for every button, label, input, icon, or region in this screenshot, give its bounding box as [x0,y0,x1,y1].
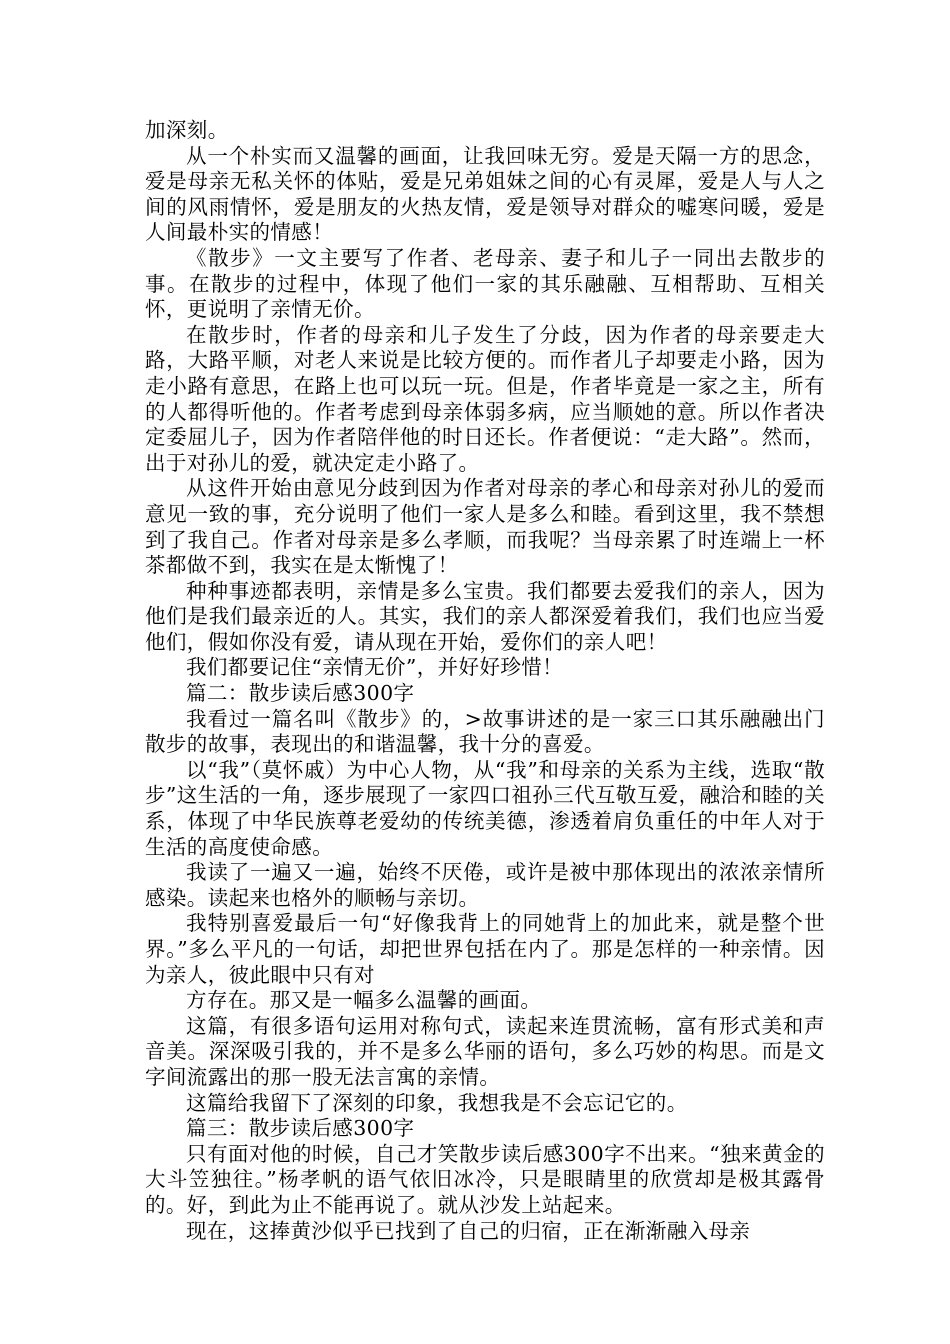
paragraph: 在散步时，作者的母亲和儿子发生了分歧，因为作者的母亲要走大路，大路平顺，对老人来说是比较方便的。而作者儿子却要走小路，因为走小路有意思，在路上也可以玩一玩。但是，作者毕竟是一家之主，所有的人都得听他的。作者考虑到母亲体弱多病，应当顺她的意。所以作者决定委屈儿子，因为作者陪伴他的时日还长。作者便说：“走大路”。然而，出于对孙儿的爱，就决定走小路了。 [145,322,825,475]
section-heading: 篇三：散步读后感300字 [186,1116,415,1141]
paragraph: 以“我”（莫怀戚）为中心人物，从“我”和母亲的关系为主线，选取“散步”这生活的一角，逐步展现了一家四口祖孙三代互敬互爱，融洽和睦的关系，体现了中华民族尊老爱幼的传统美德，渗透着肩负重任的中年人对于生活的高度使命感。 [145,757,825,859]
paragraph: 这篇给我留下了深刻的印象，我想我是不会忘记它的。 [186,1090,688,1115]
paragraph: 从一个朴实而又温馨的画面，让我回味无穷。爱是天隔一方的思念，爱是母亲无私关怀的体贴，爱是兄弟姐妹之间的心有灵犀，爱是人与人之间的风雨情怀，爱是朋友的火热友情，爱是领导对群众的嘘寒问暖，爱是人间最朴实的情感！ [145,143,825,245]
paragraph: 从这件开始由意见分歧到因为作者对母亲的孝心和母亲对孙儿的爱而意见一致的事，充分说明了他们一家人是多么和睦。看到这里，我不禁想到了我自己。作者对母亲是多么孝顺，而我呢？当母亲累了时连端上一杯茶都做不到，我实在是太惭愧了！ [145,476,825,578]
paragraph: 我们都要记住“亲情无价”，并好好珍惜！ [186,655,564,680]
paragraph: 这篇，有很多语句运用对称句式，读起来连贯流畅，富有形式美和声音美。深深吸引我的，并不是多么华丽的语句，多么巧妙的构思。而是文字间流露出的那一股无法言寓的亲情。 [145,1013,825,1089]
paragraph-continuation: 加深刻。 [145,118,229,142]
paragraph: 我特别喜爱最后一句“好像我背上的同她背上的加此来，就是整个世界。”多么平凡的一句话，却把世界包括在内了。那是怎样的一种亲情。因为亲人，彼此眼中只有对 [145,911,825,987]
paragraph: 方存在。那又是一幅多么温馨的画面。 [186,988,542,1013]
paragraph: 种种事迹都表明，亲情是多么宝贵。我们都要去爱我们的亲人，因为他们是我们最亲近的人。其实，我们的亲人都深爱着我们，我们也应当爱他们，假如你没有爱，请从现在开始，爱你们的亲人吧！ [145,578,825,654]
paragraph: 我读了一遍又一遍，始终不厌倦，或许是被中那体现出的浓浓亲情所感染。读起来也格外的顺畅与亲切。 [145,860,825,910]
paragraph: 只有面对他的时候，自己才笑散步读后感300字不出来。“独来黄金的大斗笠独往。”杨孝帆的语气依旧冰冷，只是眼睛里的欣赏却是极其露骨的。好，到此为止不能再说了。就从沙发上站起来。 [145,1141,825,1217]
section-heading: 篇二：散步读后感300字 [186,681,415,706]
paragraph: 我看过一篇名叫《散步》的，>故事讲述的是一家三口其乐融融出门散步的故事，表现出的和谐温馨，我十分的喜爱。 [145,706,825,757]
paragraph: 《散步》一文主要写了作者、老母亲、妻子和儿子一同出去散步的事。在散步的过程中，体现了他们一家的其乐融融、互相帮助、互相关怀，更说明了亲情无价。 [145,245,825,322]
paragraph: 现在，这捧黄沙似乎已找到了自己的归宿，正在渐渐融入母亲 [186,1218,751,1243]
document-body [145,118,825,1244]
